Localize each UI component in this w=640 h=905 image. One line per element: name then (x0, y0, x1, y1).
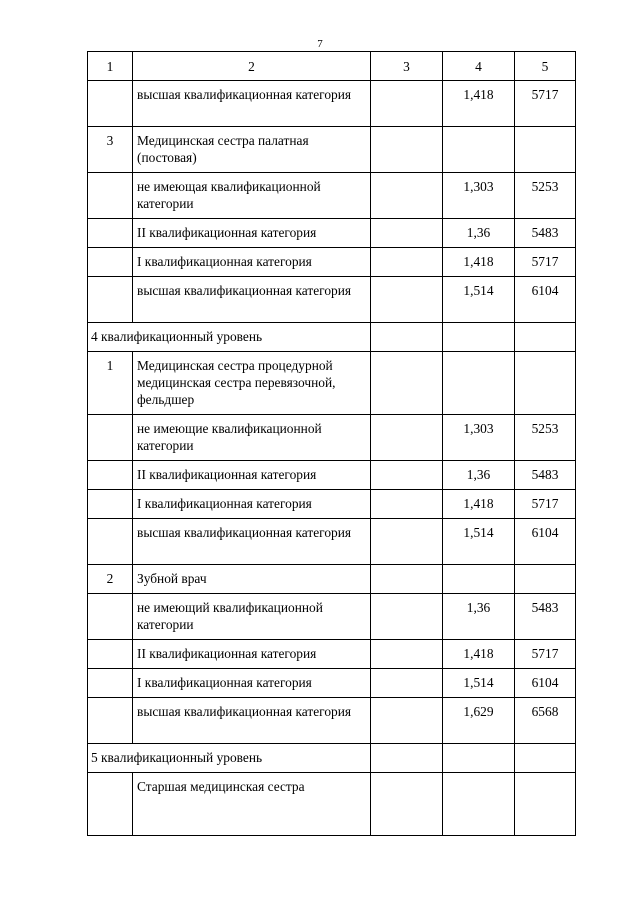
row-number-cell: 1 (88, 352, 133, 415)
salary-cell (515, 773, 576, 836)
position-name-cell: Медицинская сестра процедурной медицинская сестра перевязочной, фельдшер (133, 352, 371, 415)
level-title: 5 квалификационный уровень (88, 744, 371, 773)
salary-table (87, 51, 576, 836)
salary-cell: 5483 (515, 219, 576, 248)
row-number-cell (88, 248, 133, 277)
column-3-cell (371, 669, 443, 698)
coefficient-cell (443, 773, 515, 836)
header-cell-5: 5 (515, 52, 576, 81)
position-name-cell: Старшая медицинская сестра (133, 773, 371, 836)
coefficient-cell: 1,36 (443, 461, 515, 490)
row-number-cell (88, 669, 133, 698)
position-name-cell: I квалификационная категория (133, 248, 371, 277)
coefficient-cell: 1,418 (443, 81, 515, 127)
salary-cell: 5483 (515, 461, 576, 490)
coefficient-cell: 1,303 (443, 173, 515, 219)
table-row (88, 698, 576, 744)
salary-cell: 5253 (515, 415, 576, 461)
table-row (88, 81, 576, 127)
column-3-cell (371, 127, 443, 173)
page-number: 7 (317, 38, 323, 50)
row-number-cell (88, 415, 133, 461)
row-number-cell (88, 277, 133, 323)
salary-cell: 6104 (515, 669, 576, 698)
salary-cell: 5717 (515, 81, 576, 127)
table-row (88, 490, 576, 519)
coefficient-cell: 1,36 (443, 594, 515, 640)
column-3-cell (371, 519, 443, 565)
salary-cell (515, 565, 576, 594)
coefficient-cell (443, 352, 515, 415)
column-3-cell (371, 173, 443, 219)
column-3-cell (371, 352, 443, 415)
row-number-cell (88, 490, 133, 519)
salary-cell: 6568 (515, 698, 576, 744)
header-cell-1: 1 (88, 52, 133, 81)
position-name-cell: II квалификационная категория (133, 461, 371, 490)
coefficient-cell: 1,514 (443, 519, 515, 565)
coefficient-cell: 1,418 (443, 640, 515, 669)
position-name-cell: I квалификационная категория (133, 490, 371, 519)
column-3-cell (371, 640, 443, 669)
table-row (88, 127, 576, 173)
position-name-cell: Медицинская сестра палатная (постовая) (133, 127, 371, 173)
column-3-cell (371, 565, 443, 594)
column-3-cell (371, 415, 443, 461)
coefficient-cell (443, 565, 515, 594)
table-row (88, 219, 576, 248)
salary-cell: 5483 (515, 594, 576, 640)
salary-cell: 6104 (515, 277, 576, 323)
row-number-cell: 2 (88, 565, 133, 594)
empty-cell (443, 744, 515, 773)
salary-cell (515, 352, 576, 415)
table-row (88, 352, 576, 415)
position-name-cell: высшая квалификационная категория (133, 519, 371, 565)
coefficient-cell: 1,418 (443, 490, 515, 519)
level-row (88, 744, 576, 773)
column-3-cell (371, 81, 443, 127)
empty-cell (443, 323, 515, 352)
empty-cell (371, 323, 443, 352)
column-3-cell (371, 461, 443, 490)
table-row (88, 277, 576, 323)
empty-cell (515, 744, 576, 773)
table-row (88, 773, 576, 836)
salary-cell: 5717 (515, 640, 576, 669)
row-number-cell (88, 773, 133, 836)
table-header-row (88, 52, 576, 81)
salary-cell (515, 127, 576, 173)
position-name-cell: II квалификационная категория (133, 640, 371, 669)
header-cell-4: 4 (443, 52, 515, 81)
coefficient-cell: 1,36 (443, 219, 515, 248)
position-name-cell: не имеющий квалификационной категории (133, 594, 371, 640)
row-number-cell (88, 698, 133, 744)
table-row (88, 519, 576, 565)
column-3-cell (371, 773, 443, 836)
row-number-cell (88, 640, 133, 669)
row-number-cell (88, 219, 133, 248)
header-cell-2: 2 (133, 52, 371, 81)
column-3-cell (371, 490, 443, 519)
table-row (88, 461, 576, 490)
position-name-cell: не имеющая квалификационной категории (133, 173, 371, 219)
coefficient-cell (443, 127, 515, 173)
coefficient-cell: 1,514 (443, 277, 515, 323)
salary-cell: 5253 (515, 173, 576, 219)
position-name-cell: высшая квалификационная категория (133, 81, 371, 127)
header-cell-3: 3 (371, 52, 443, 81)
column-3-cell (371, 277, 443, 323)
row-number-cell (88, 81, 133, 127)
table-row (88, 594, 576, 640)
table-row (88, 248, 576, 277)
level-title: 4 квалификационный уровень (88, 323, 371, 352)
coefficient-cell: 1,303 (443, 415, 515, 461)
table-row (88, 640, 576, 669)
table-row (88, 415, 576, 461)
coefficient-cell: 1,418 (443, 248, 515, 277)
row-number-cell (88, 461, 133, 490)
position-name-cell: Зубной врач (133, 565, 371, 594)
position-name-cell: не имеющие квалификационной категории (133, 415, 371, 461)
column-3-cell (371, 594, 443, 640)
coefficient-cell: 1,629 (443, 698, 515, 744)
salary-cell: 5717 (515, 490, 576, 519)
coefficient-cell: 1,514 (443, 669, 515, 698)
level-row (88, 323, 576, 352)
empty-cell (515, 323, 576, 352)
table-row (88, 669, 576, 698)
row-number-cell (88, 594, 133, 640)
salary-cell: 5717 (515, 248, 576, 277)
row-number-cell: 3 (88, 127, 133, 173)
table-row (88, 173, 576, 219)
table-row (88, 565, 576, 594)
empty-cell (371, 744, 443, 773)
position-name-cell: I квалификационная категория (133, 669, 371, 698)
position-name-cell: II квалификационная категория (133, 219, 371, 248)
row-number-cell (88, 519, 133, 565)
column-3-cell (371, 219, 443, 248)
column-3-cell (371, 248, 443, 277)
row-number-cell (88, 173, 133, 219)
position-name-cell: высшая квалификационная категория (133, 698, 371, 744)
position-name-cell: высшая квалификационная категория (133, 277, 371, 323)
salary-cell: 6104 (515, 519, 576, 565)
column-3-cell (371, 698, 443, 744)
